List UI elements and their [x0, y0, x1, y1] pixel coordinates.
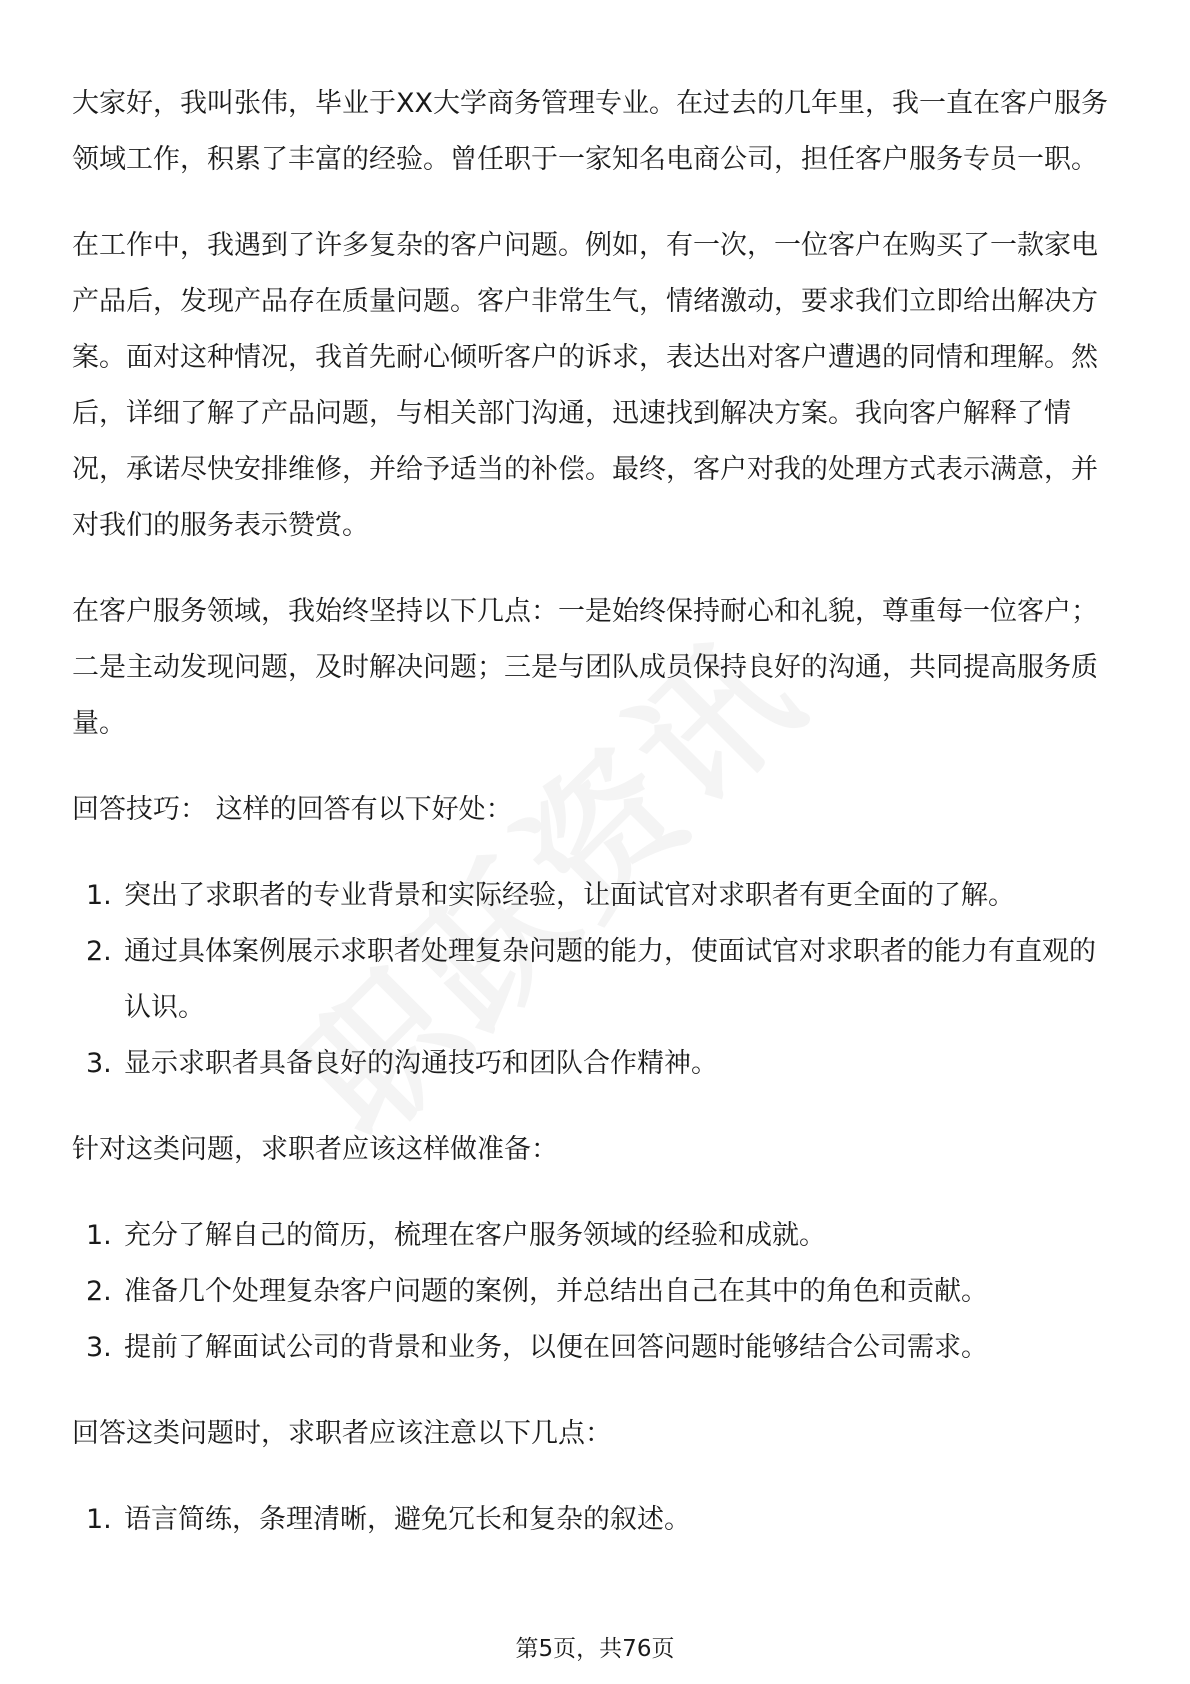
list-number: 2. — [86, 936, 112, 967]
list-item — [72, 1208, 1118, 1264]
list-item — [72, 924, 1118, 1036]
list-item — [72, 1492, 1118, 1548]
notes-list — [72, 1492, 1118, 1548]
list-item — [72, 1320, 1118, 1376]
list-item — [72, 1264, 1118, 1320]
prep-heading: 针对这类问题，求职者应该这样做准备： — [72, 1134, 558, 1165]
list-text: 充分了解自己的简历，梳理在客户服务领域的经验和成就。 — [124, 1220, 826, 1251]
list-number: 1. — [86, 1504, 112, 1535]
tips-list — [72, 868, 1118, 1092]
list-number: 1. — [86, 880, 112, 911]
paragraph-intro: 大家好，我叫张伟，毕业于XX大学商务管理专业。在过去的几年里，我一直在客户服务领域工作，积累了丰富的经验。曾任职于一家知名电商公司，担任客户服务专员一职。 — [72, 88, 1108, 175]
list-item — [72, 1036, 1118, 1092]
paragraph-case: 在工作中，我遇到了许多复杂的客户问题。例如，有一次，一位客户在购买了一款家电产品后，发现产品存在质量问题。客户非常生气，情绪激动，要求我们立即给出解决方案。面对这种情况，我首先耐心倾听客户的诉求，表达出对客户遭遇的同情和理解。然后，详细了解了产品问题，与相关部门沟通，迅速找到解决方案。我向客户解释了情况，承诺尽快安排维修，并给予适当的补偿。最终，客户对我的处理方式表示满意，并对我们的服务表示赞赏。 — [72, 230, 1098, 541]
list-text: 通过具体案例展示求职者处理复杂问题的能力，使面试官对求职者的能力有直观的认识。 — [124, 936, 1096, 1023]
list-number: 3. — [86, 1332, 112, 1363]
notes-heading: 回答这类问题时，求职者应该注意以下几点： — [72, 1418, 612, 1449]
list-item — [72, 868, 1118, 924]
prep-list — [72, 1208, 1118, 1376]
list-text: 准备几个处理复杂客户问题的案例，并总结出自己在其中的角色和贡献。 — [124, 1276, 988, 1307]
list-number: 3. — [86, 1048, 112, 1079]
document-body — [72, 76, 1118, 1578]
list-text: 语言简练，条理清晰，避免冗长和复杂的叙述。 — [124, 1504, 691, 1535]
page-footer: 第5页，共76页 — [515, 1636, 675, 1662]
tips-heading: 回答技巧： 这样的回答有以下好处： — [72, 794, 513, 825]
list-number: 2. — [86, 1276, 112, 1307]
list-number: 1. — [86, 1220, 112, 1251]
list-text: 提前了解面试公司的背景和业务，以便在回答问题时能够结合公司需求。 — [124, 1332, 988, 1363]
list-text: 显示求职者具备良好的沟通技巧和团队合作精神。 — [124, 1048, 718, 1079]
paragraph-principles: 在客户服务领域，我始终坚持以下几点：一是始终保持耐心和礼貌，尊重每一位客户；二是主动发现问题，及时解决问题；三是与团队成员保持良好的沟通，共同提高服务质量。 — [72, 596, 1098, 739]
list-text: 突出了求职者的专业背景和实际经验，让面试官对求职者有更全面的了解。 — [124, 880, 1015, 911]
